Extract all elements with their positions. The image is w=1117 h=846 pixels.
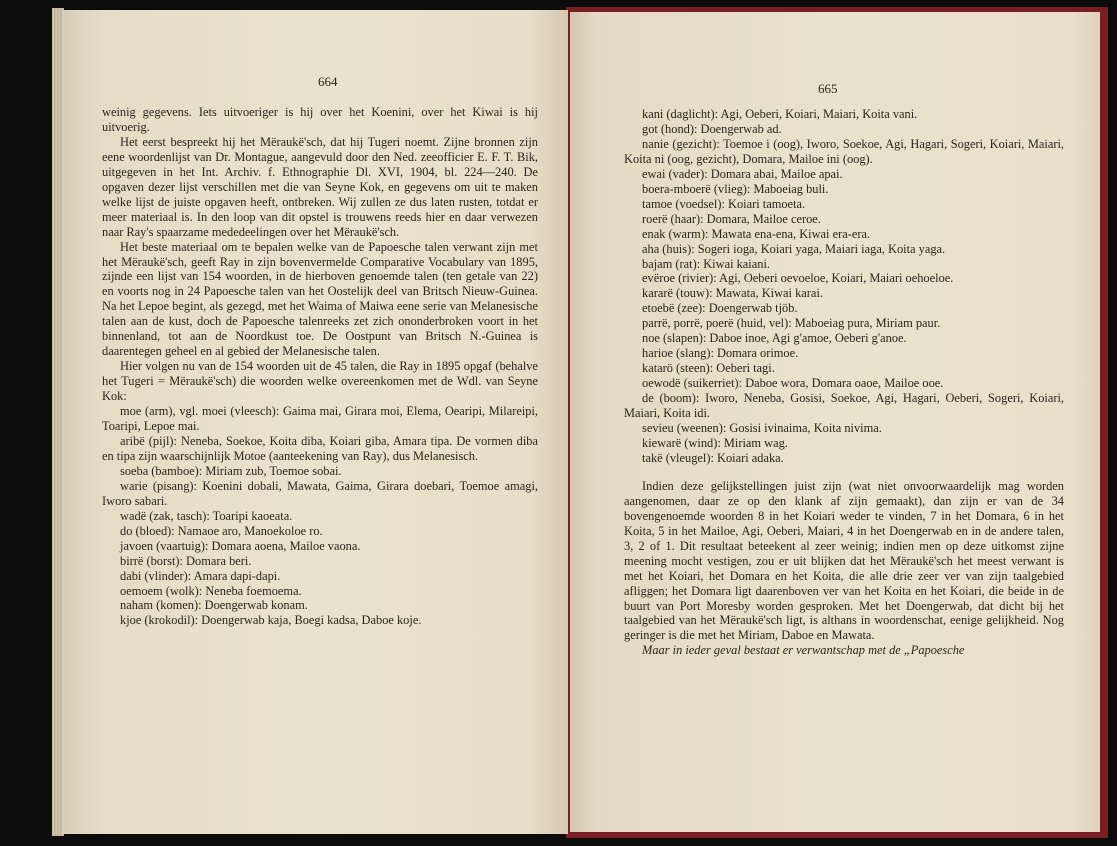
vocab-entry: warie (pisang): Koenini dobali, Mawata, Gaima, Girara doebari, Toemoe amagi, Iworo sabari. bbox=[102, 478, 538, 508]
vocab-entry: kiewarë (wind): Miriam wag. bbox=[642, 435, 788, 450]
vocab-entry: tamoe (voedsel): Koiari tamoeta. bbox=[642, 196, 806, 211]
paragraph: Het beste materiaal om te bepalen welke van de Papoesche talen verwant zijn met het Mëraukë'sch, geeft Ray in zijn bovenvermelde Comparative Vocabulary van 1895, zijnde een lijst van 154 woorden, in de hierboven genoemde talen (ten getale van 22) en voorts nog in 24 Papoesche talen van het Oostelijk deel van Britsch Nieuw-Guinea. Na het Lepoe begint, als gezegd, met het Waima of Maiwa eene serie van Melanesische talen aan de kust, doch de Papoesche talenreeks zet zich ononderbroken voort in het binnenland, tot aan de Noordkust toe. De Oostpunt van Britsch N.-Guinea is daarentegen geheel en al gebied der Melanesische talen. bbox=[102, 239, 538, 359]
vocab-entry: nanie (gezicht): Toemoe i (oog), Iworo, Soekoe, Agi, Hagari, Sogeri, Koiari, Maiari, Koita ni (oog, gezicht), Domara, Mailoe ini (oog). bbox=[624, 136, 1064, 166]
vocab-entry: dabi (vlinder): Amara dapi-dapi. bbox=[120, 568, 281, 583]
vocab-entry: javoen (vaartuig): Domara aoena, Mailoe vaona. bbox=[120, 538, 361, 553]
vocab-entry: enak (warm): Mawata ena-ena, Kiwai era-era. bbox=[642, 226, 871, 241]
vocab-entry: katarö (steen): Oeberi tagi. bbox=[642, 361, 775, 376]
vocab-entry: oewodë (suikerriet): Daboe wora, Domara oaoe, Mailoe ooe. bbox=[642, 376, 944, 391]
vocab-entry: birrë (borst): Domara beri. bbox=[120, 553, 252, 568]
vocab-entry: de (boom): Iworo, Neneba, Gosisi, Soekoe, Agi, Hagari, Oeberi, Sogeri, Koiari, Maiari, Koita idi. bbox=[624, 391, 1064, 421]
vocab-entry: kararë (touw): Mawata, Kiwai karai. bbox=[642, 286, 823, 301]
vocab-entry: soeba (bamboe): Miriam zub, Toemoe sobai. bbox=[120, 463, 342, 478]
paragraph: Het eerst bespreekt hij het Mëraukë'sch, dat hij Tugeri noemt. Zijne bronnen zijn eene woordenlijst van Dr. Montague, aangevuld door den Ned. zeeofficier E. F. T. Bik, uitgegeven in het Int. Archiv. f. Ethnographie Dl. XVI, 1904, bl. 224—240. De opgaven dezer lijst verschillen met die van Seyne Kok, en gegevens om uit te maken welke lijst de juiste opgaven heeft, ontbreken. Wij zullen ze dus laten rusten, totdat er meer materiaal is. In den loop van dit opstel is trouwens reeds hier en daar verwezen naar Ray's spaarzame mededeelingen over het Mëraukë'sch. bbox=[102, 134, 538, 239]
vocab-entry: ewai (vader): Domara abai, Mailoe apai. bbox=[642, 166, 843, 181]
left-text-block bbox=[102, 105, 538, 628]
vocab-entry: oemoem (wolk): Neneba foemoema. bbox=[120, 583, 302, 598]
vocab-entry: moe (arm), vgl. moei (vleesch): Gaima mai, Girara moi, Elema, Oearipi, Milareipi, Toaripi, Lepoe mai. bbox=[102, 404, 538, 434]
right-text-block bbox=[624, 107, 1064, 658]
paragraph: Indien deze gelijkstellingen juist zijn (wat niet onvoorwaardelijk mag worden aangenomen, daar ze op den klank af zijn gemaakt), dan zijn er van de 34 bovengenoemde woorden 8 in het Koiari weder te vinden, 7 in het Domara, 6 in het Koita, 5 in het Mailoe, Agi, Oeberi, Maiari, 4 in het Doengerwab en in de andere talen, 3, 2 of 1. Dit resultaat beteekent al zeer weinig; indien men op deze uitkomst zijne meening mocht vestigen, zou er uit blijken dat het Mëraukë'sch het meest verwant is met het Koiari, het Domara en het Koita, die alle drie zeer ver van zijn taalgebied afliggen; het Domara ligt daarenboven ver van het Koita en het Koiari, die beide in de buurt van Port Moresby worden gesproken. Met het Doengerwab, dat dicht bij het taalgebied van het Mëraukë'sch ligt, is althans in woordenschat, eenige gelijkheid. Nog geringer is die met het Miriam, Daboe en Mawata. bbox=[624, 478, 1064, 643]
left-page bbox=[62, 10, 568, 834]
page-number-right: 665 bbox=[818, 81, 838, 96]
page-number-left: 664 bbox=[318, 74, 338, 89]
vocab-entry: harioe (slang): Domara orimoe. bbox=[642, 346, 799, 361]
right-page bbox=[570, 12, 1100, 832]
vocab-entry: etoebë (zee): Doengerwab tjöb. bbox=[642, 301, 798, 316]
vocab-entry: do (bloed): Namaoe aro, Manoekoloe ro. bbox=[120, 523, 323, 538]
vocab-entry: roerë (haar): Domara, Mailoe ceroe. bbox=[642, 211, 821, 226]
vocab-entry: kjoe (krokodil): Doengerwab kaja, Boegi kadsa, Daboe koje. bbox=[120, 613, 422, 628]
vocab-entry: parrë, porrë, poerë (huid, vel): Maboeiag pura, Miriam paur. bbox=[642, 316, 941, 331]
paragraph: Maar in ieder geval bestaat er verwantschap met de „Papoesche bbox=[642, 643, 965, 658]
vocab-entry: noe (slapen): Daboe inoe, Agi g'amoe, Oeberi g'anoe. bbox=[642, 331, 907, 346]
vocab-entry: evëroe (rivier): Agi, Oeberi oevoeloe, Koiari, Maiari oehoeloe. bbox=[642, 271, 954, 286]
vocab-entry: aribë (pijl): Neneba, Soekoe, Koita diba, Koiari giba, Amara tipa. De vormen diba en tipa zijn waarschijnlijk Motoe (aanteekening van Ray), dus Melanesisch. bbox=[102, 433, 538, 463]
vocab-entry: kani (daglicht): Agi, Oeberi, Koiari, Maiari, Koita vani. bbox=[642, 107, 918, 121]
vocab-entry: got (hond): Doengerwab ad. bbox=[642, 121, 782, 136]
vocab-entry: aha (huis): Sogeri ioga, Koiari yaga, Maiari iaga, Koita yaga. bbox=[642, 241, 946, 256]
vocab-entry: takë (vleugel): Koiari adaka. bbox=[642, 450, 784, 465]
vocab-entry: wadë (zak, tasch): Toaripi kaoeata. bbox=[120, 508, 293, 523]
vocab-entry: naham (komen): Doengerwab konam. bbox=[120, 598, 308, 613]
vocab-entry: sevieu (weenen): Gosisi ivinaima, Koita nivima. bbox=[642, 421, 882, 436]
vocab-entry: bajam (rat): Kiwai kaiani. bbox=[642, 256, 770, 271]
paragraph: weinig gegevens. Iets uitvoeriger is hij over het Koenini, over het Kiwai is hij uitvoerig. bbox=[102, 105, 538, 134]
vocab-entry: boera-mboerë (vlieg): Maboeiag buli. bbox=[642, 181, 829, 196]
paragraph: Hier volgen nu van de 154 woorden uit de 45 talen, die Ray in 1895 opgaf (behalve het Tugeri = Mëraukë'sch) die woorden welke overeenkomen met de Wdl. van Seyne Kok: bbox=[102, 359, 538, 404]
